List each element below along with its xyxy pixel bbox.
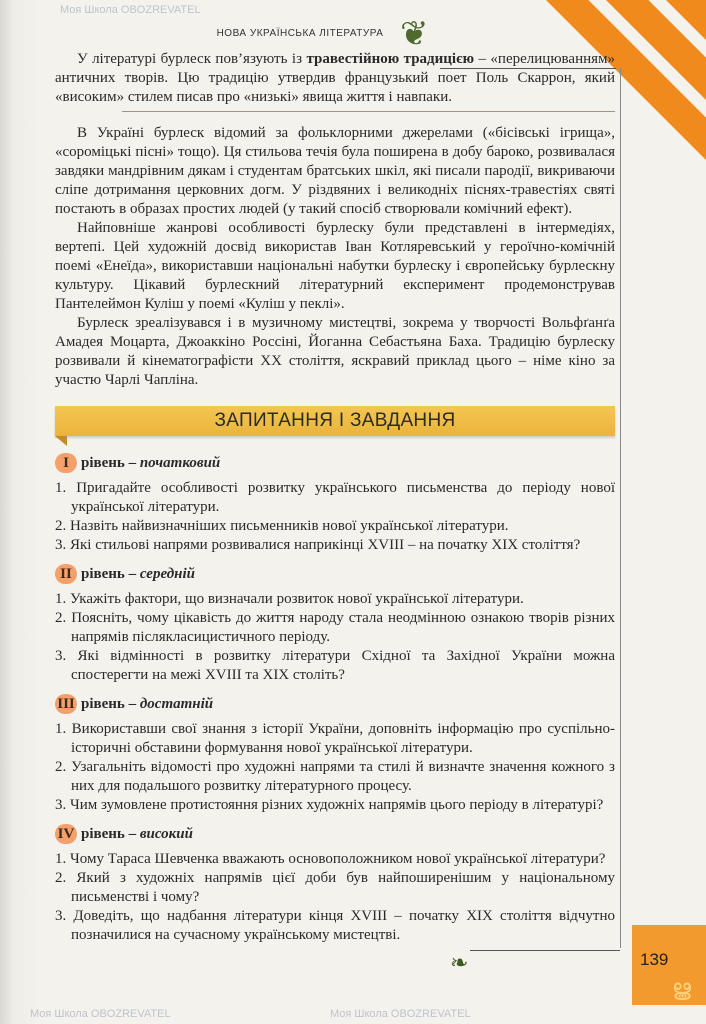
divider bbox=[122, 111, 615, 112]
watermark: Моя Школа OBOZREVATEL bbox=[60, 4, 201, 16]
question: 3. Чим зумовлене протистояння різних художніх напрямів цього періоду в літературі? bbox=[55, 797, 604, 813]
frame-line-bottom bbox=[470, 950, 620, 951]
question: 3. Які відмінності в розвитку літератури Східної та Західної України можна спостерегти на межі XVIII та XIX століть? bbox=[55, 648, 615, 683]
curl-ornament-icon: ൠ bbox=[672, 975, 692, 1000]
question: 2. Назвіть найвизначніших письменників нової української літератури. bbox=[55, 518, 509, 534]
leaf-ornament-bottom-icon: ❧ bbox=[450, 950, 469, 975]
question: 2. Який з художніх напрямів цієї доби був найпоширенішим у національному письменстві і чому? bbox=[55, 870, 615, 905]
question-list-2 bbox=[55, 590, 615, 685]
paragraph-2: В Україні бурлеск відомий за фольклорними джерелами («бісівські ігрища», «сороміцькі пісні» тощо). Ця стильова течія була поширена в добу бароко, розвивалася завдяки мандрівним дякам і студентам братських шкіл, які писали пародії, викриваючи сліпе дотримання церковних догм. У різдвяних і великодніх піснях-травестіях святі постають в образах простих людей (у такий спосіб створювали комічний ефект). bbox=[55, 125, 615, 217]
paragraph-4: Бурлеск зреалізувався і в музичному мистецтві, зокрема у творчості Вольфґанґа Амадея Моцарта, Джоаккіно Россіні, Йоганна Себастьяна Баха. Традицію бурлеску розвивали й кінематографісти XX століття, яскравий приклад цього – німе кіно за участю Чарлі Чапліна. bbox=[55, 315, 615, 388]
running-head: НОВА УКРАЇНСЬКА ЛІТЕРАТУРА bbox=[216, 28, 384, 39]
level-badge: II bbox=[55, 564, 77, 584]
question: 2. Поясніть, чому цікавість до життя народу стала неодмінною ознакою творів різних напрямів післякласицистичного періоду. bbox=[55, 610, 615, 645]
section-title: ЗАПИТАННЯ І ЗАВДАННЯ bbox=[214, 410, 456, 431]
level-heading-2: II рівень – середній bbox=[55, 563, 615, 585]
level-heading-1: I рівень – початковий bbox=[55, 452, 615, 474]
content-column bbox=[55, 50, 615, 945]
page-number: 139 bbox=[640, 950, 669, 969]
question: 2. Узагальніть відомості про художні напрями та стилі й визначте значення кожного з них для подальшого розвитку літературного процесу. bbox=[55, 759, 615, 794]
question-list-4 bbox=[55, 850, 615, 945]
question: 1. Укажіть фактори, що визначали розвиток нової української літератури. bbox=[55, 591, 524, 607]
watermark: Моя Школа OBOZREVATEL bbox=[330, 1008, 471, 1020]
question: 1. Пригадайте особливості розвитку українського письменства до періоду нової української літератури. bbox=[55, 480, 615, 515]
term-travesty: травестійною традицією bbox=[306, 51, 475, 67]
paragraph-1: У літературі бурлеск пов’язують із травестійною традицією – «перелицюванням» античних творів. Цю традицію утвердив французький поет Поль Скаррон, який «високим» стилем писав про «низькі» явища життя і навпаки. bbox=[55, 51, 616, 105]
body-text-2 bbox=[55, 124, 615, 390]
section-banner bbox=[55, 406, 615, 436]
level-heading-4: IV рівень – високий bbox=[55, 823, 615, 845]
watermark: Моя Школа OBOZREVATEL bbox=[30, 1008, 171, 1020]
leaf-ornament-icon: ❦ bbox=[400, 16, 429, 53]
question-list-1 bbox=[55, 479, 615, 555]
question: 1. Чому Тараса Шевченка вважають основоположником нової української літератури? bbox=[55, 851, 606, 867]
frame-line-right bbox=[620, 68, 621, 948]
level-badge: IV bbox=[55, 824, 77, 844]
banner-fold bbox=[55, 436, 67, 446]
level-heading-3: III рівень – достатній bbox=[55, 693, 615, 715]
level-badge: I bbox=[55, 453, 77, 473]
level-badge: III bbox=[55, 694, 77, 714]
question-list-3 bbox=[55, 720, 615, 815]
paragraph-3: Найповніше жанрові особливості бурлеску були представлені в інтермедіях, вертепі. Цей художній досвід використав Іван Котляревський у героїчно-комічній поемі «Енеїда», використавши національні набутки бурлеску і європейську бурлескну культуру. Цікавий бурлескний літературний експеримент продемонстрував Пантелеймон Куліш у поемі «Куліш у пеклі». bbox=[55, 220, 615, 312]
question: 3. Які стильові напрями розвивалися наприкінці XVIII – на початку XIX століття? bbox=[55, 537, 581, 553]
question: 1. Використавши свої знання з історії України, доповніть інформацію про суспільно-історичні обставини формування нової української літератури. bbox=[55, 721, 615, 756]
body-text bbox=[55, 50, 615, 107]
question: 3. Доведіть, що надбання літератури кінця XVIII – початку XIX століття відчутно позначилися на сучасному українському мистецтві. bbox=[55, 908, 615, 943]
